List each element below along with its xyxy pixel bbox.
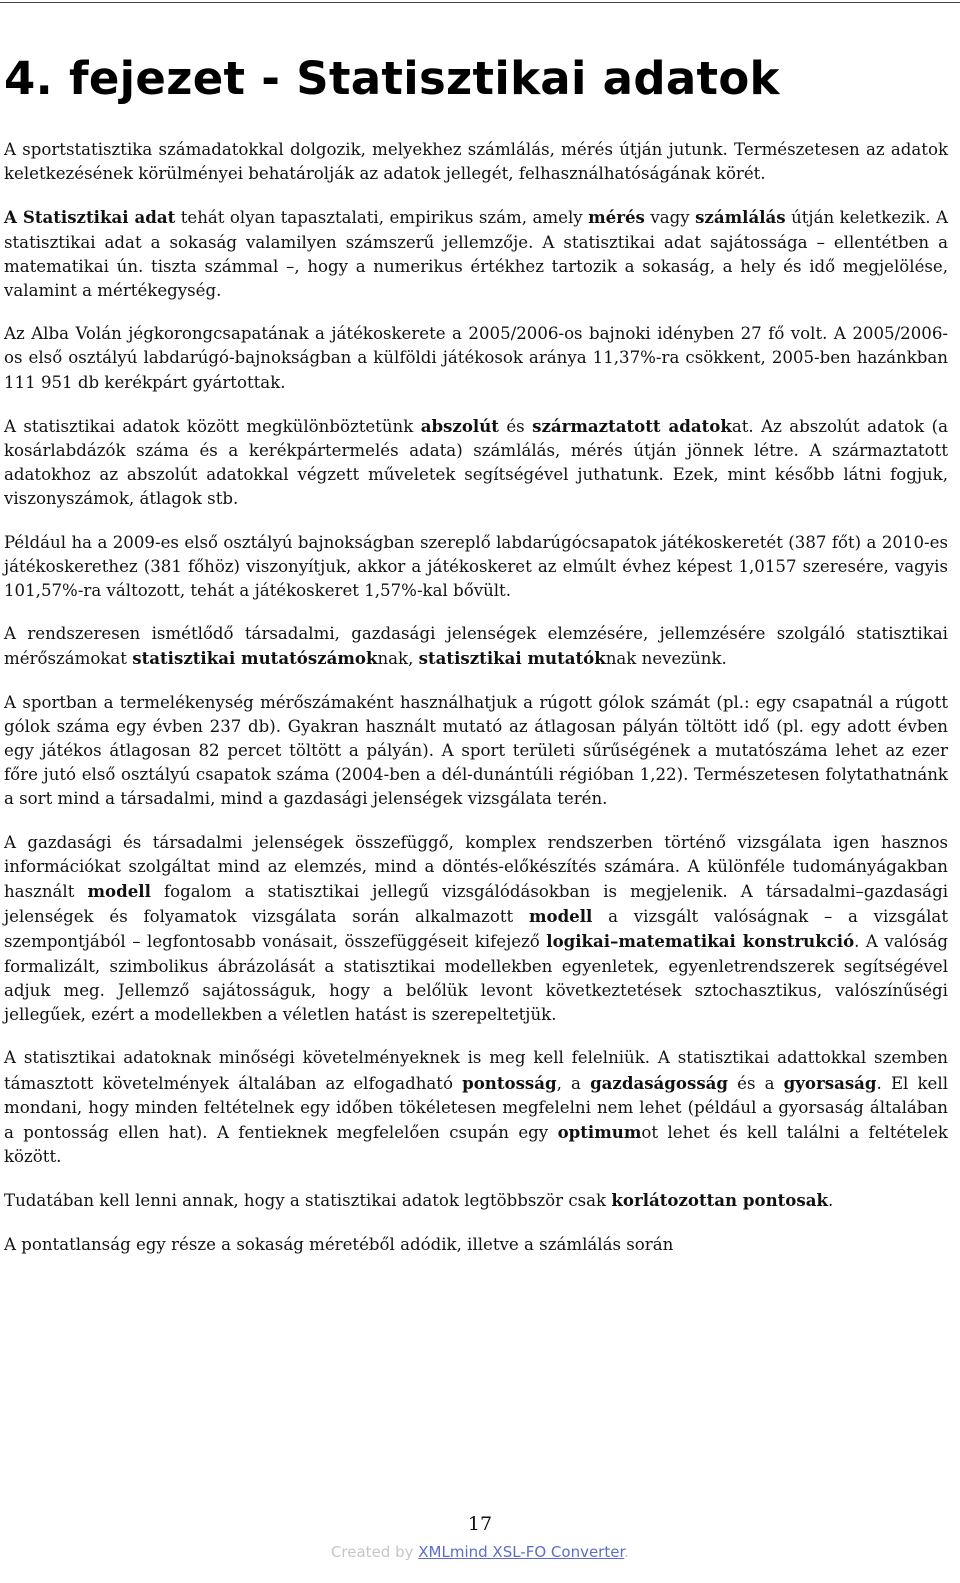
- text-run: Tudatában kell lenni annak, hogy a statisztikai adatok legtöbbször csak: [4, 1191, 612, 1211]
- text-run: A statisztikai adatok között megkülönböztetünk: [4, 416, 421, 436]
- bold-term: modell: [87, 881, 151, 902]
- text-run: és: [498, 416, 533, 436]
- bold-term: mérés: [588, 207, 645, 228]
- bold-term: statisztikai mutatószámok: [132, 648, 378, 669]
- text-run: tehát olyan tapasztalati, empirikus szám, amely: [175, 208, 589, 228]
- bold-term: gyorsaság: [783, 1072, 877, 1093]
- text-run: útján keletkezik. A statisztikai adat a sokaság valamilyen számszerű jellemzője. A statisztikai adat sajátossága – ellentétben a matematikai ún. tiszta számmal –, hogy a numerikus értékhez tartozik a sokaság, a hely és idő megjelölése, valamint a mértékegység.: [4, 208, 948, 301]
- paragraph: [4, 1046, 948, 1169]
- text-run: vagy: [644, 208, 696, 228]
- text-run: Például ha a 2009-es első osztályú bajnokságban szereplő labdarúgócsapatok játékoskeretét (387 főt) a 2010-es játékoskerethez (381 főhöz) viszonyítjuk, akkor a játékoskeret az elmúlt évhez képest 1,0157 szeresére, vagyis 101,57%-ra változott, tehát a játékoskeret 1,57%-kal bővült.: [4, 532, 948, 601]
- paragraph: [4, 1188, 948, 1213]
- text-run: . El kell mondani, hogy minden feltételnek egy időben tökéletesen megfelelni nem lehet (például a gyorsaság általában a pontosság ellen hat). A fentieknek megfelelően csupán egy: [4, 1073, 948, 1142]
- paragraph: [4, 831, 948, 1028]
- bold-term: származtatott adatok: [532, 415, 732, 436]
- converter-credit: [0, 1543, 960, 1561]
- bold-term: optimum: [557, 1121, 642, 1142]
- text-run: A gazdasági és társadalmi jelenségek összefüggő, komplex rendszerben történő vizsgálata igen hasznos információkat szolgáltat mind az elemzés, mind a döntés-előkészítés számára. A különféle tudományágakban használt: [4, 832, 948, 902]
- text-run: fogalom a statisztikai jellegű vizsgálódásokban is megjelenik. A társadalmi–gazdasági jelenségek és folyamatok vizsgálata során alkalmazott: [4, 882, 949, 927]
- credit-prefix: Created by: [330, 1543, 419, 1561]
- paragraph: [4, 622, 948, 671]
- body-text: [4, 138, 948, 1276]
- text-run: Az Alba Volán jégkorongcsapatának a játékoskerete a 2005/2006-os bajnoki idényben 27 fő volt. A 2005/2006-os első osztályú labdarúgó-bajnokságban a külföldi játékosok aránya 11,37%-ra csökkent, 2005-ben hazánkban 111 951 db kerékpárt gyártottak.: [4, 324, 948, 392]
- paragraph: [4, 414, 948, 512]
- page-number: 17: [467, 1513, 493, 1535]
- text-run: a vizsgált valóságnak – a vizsgálat szempontjából – legfontosabb vonásait, összefüggéseit kifejező: [4, 907, 948, 952]
- text-run: nak,: [377, 649, 419, 669]
- paragraph: [4, 1233, 948, 1257]
- bold-term: modell: [528, 906, 593, 927]
- bold-term: számlálás: [695, 207, 786, 228]
- paragraph: [4, 138, 948, 186]
- bold-term: gazdaságosság: [590, 1072, 729, 1093]
- text-run: nak nevezünk.: [605, 649, 727, 669]
- text-run: A sportban a termelékenység mérőszámaként használhatjuk a rúgott gólok számát (pl.: egy csapatnál a rúgott gólok száma egy évben 237 db). Gyakran használt mutató az átlagosan pályán töltött idő (pl. egy adott évben egy játékos átlagosan 82 percet töltött a pályán). A sport területi sűrűségének a mutatószáma lehet az ezer főre jutó első osztályú csapatok száma (2004-ben a dél-dunántúli régióban 1,22). Természetesen folytathatnánk a sort mind a társadalmi, mind a gazdasági jelenségek vizsgálata terén.: [4, 692, 948, 809]
- bold-term: pontosság: [462, 1072, 557, 1093]
- chapter-title: 4. fejezet - Statisztikai adatok: [4, 52, 780, 105]
- paragraph: [4, 531, 948, 604]
- text-run: A rendszeresen ismétlődő társadalmi, gazdasági jelenségek elemzésére, jellemzésére szolgáló statisztikai mérőszámokat: [4, 624, 948, 669]
- text-run: és a: [728, 1073, 784, 1093]
- bold-term: abszolút: [420, 415, 499, 436]
- text-run: . A valóság formalizált, szimbolikus ábrázolását a statisztikai modellekben egyenletek, egyenletrendszerek segítségével adjuk meg. Jellemző sajátosságuk, hogy a belőlük levont következtetések sztochasztikus, valószínűségi jellegűek, ezért a modellekben a véletlen hatást is szerepeltetjük.: [4, 932, 949, 1025]
- converter-link[interactable]: XMLmind XSL-FO Converter: [418, 1543, 625, 1561]
- bold-term: korlátozottan pontosak: [611, 1190, 828, 1211]
- credit-suffix: .: [624, 1543, 630, 1561]
- text-run: .: [827, 1191, 834, 1211]
- bold-term: A Statisztikai adat: [4, 207, 176, 228]
- top-rule: [0, 2, 960, 3]
- text-run: A statisztikai adatoknak minőségi követelményeknek is meg kell felelniük. A statisztikai adattokkal szemben támasztott követelmények általában az elfogadható: [4, 1048, 948, 1093]
- text-run: A pontatlanság egy része a sokaság méretéből adódik, illetve a számlálás során: [4, 1234, 674, 1254]
- text-run: A sportstatisztika számadatokkal dolgozik, melyekhez számlálás, mérés útján jutunk. Természetesen az adatok keletkezésének körülményei behatárolják az adatok jellegét, felhasználhatóságának körét.: [4, 140, 948, 184]
- bold-term: logikai–matematikai konstrukció: [546, 931, 855, 952]
- paragraph: [4, 205, 948, 303]
- bold-term: statisztikai mutatók: [418, 648, 606, 669]
- paragraph: [4, 322, 948, 395]
- paragraph: [4, 691, 948, 812]
- text-run: , a: [556, 1073, 591, 1093]
- text-run: at. Az abszolút adatok (a kosárlabdázók száma és a kerékpártermelés adata) számlálás, mérés útján jönnek létre. A származtatott adatokhoz az abszolút adatokkal végzett műveletek segítségével juthatunk. Ezek, mint később látni fogjuk, viszonyszámok, átlagok stb.: [4, 416, 948, 509]
- text-run: ot lehet és kell találni a feltételek között.: [4, 1122, 948, 1167]
